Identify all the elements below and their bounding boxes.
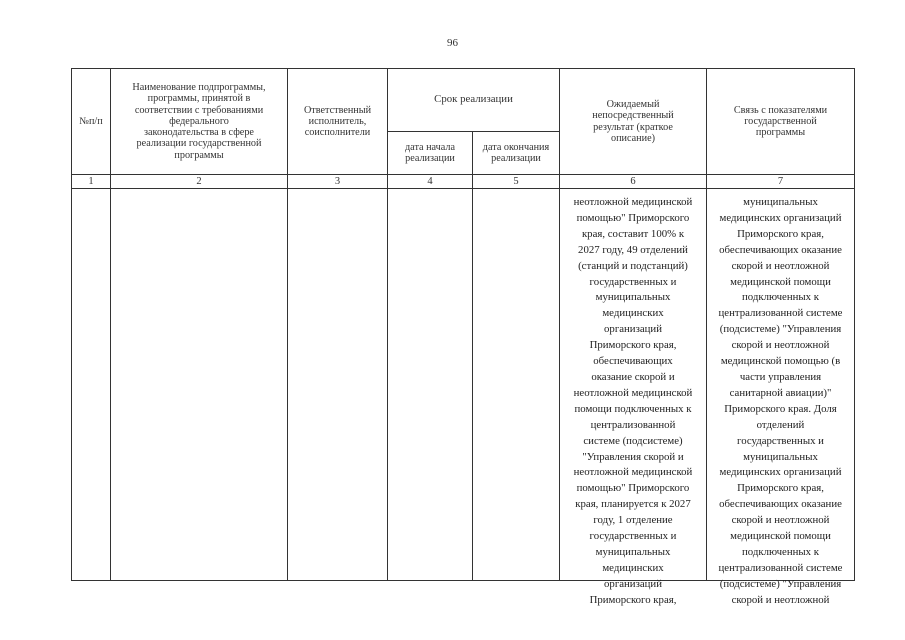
col-border-4 — [472, 131, 473, 581]
expected-result-text: неотложной медицинской помощью" Приморского края, составит 100% к 2027 году, 49 отделений (станций и подстанций) государственных и муниципальных медицинских организаций Приморского края, обеспечивающих оказание скорой и неотложной медицинской помощи подключенных к централизованной системе (подсистеме) "Управления скорой и неотложной медицинской помощью" Приморского края, планируется к 2027 году, 1 отделение государственных и муниципальных медицинских организаций Приморского края, — [573, 196, 693, 606]
column-number-5: 5 — [513, 175, 519, 187]
column-number-2: 2 — [196, 175, 202, 187]
numbers-row-bottom-border — [71, 188, 855, 189]
column-number-4: 4 — [427, 175, 433, 187]
header-col-subprogram-name: Наименование подпрограммы, программы, принятой в соответствии с требованиями федерального законодательства в сфере реализации государственной программы — [132, 82, 266, 161]
header-col-expected-result: Ожидаемый непосредственный результат (краткое описание) — [592, 99, 674, 144]
header-col-indicator-link: Связь с показателями государственной программы — [733, 104, 828, 139]
column-number-6: 6 — [630, 175, 636, 187]
column-number-1: 1 — [88, 175, 94, 187]
header-col-number: №п/п — [79, 115, 103, 127]
page-number: 96 — [447, 37, 458, 49]
header-group-implementation-period: Срок реализации — [434, 93, 513, 106]
header-col-start-date: дата начала реализации — [405, 141, 455, 164]
column-number-3: 3 — [334, 175, 341, 187]
column-number-7: 7 — [777, 175, 784, 187]
indicator-link-text: муниципальных медицинских организаций Приморского края, обеспечивающих оказание скорой и неотложной медицинской помощи подключенных к централизованной системе (подсистеме) "Управления скорой и неотложной медицинской помощью (в части управления санитарной авиации)" Приморского края. Доля отделений государственных и муниципальных медицинских организаций Приморского края, обеспечивающих оказание скорой и неотложной медицинской помощи подключенных к централизованной системе (подсистеме) "Управления скорой и неотложной — [718, 196, 843, 606]
col-border-7 — [854, 68, 855, 581]
header-col-responsible: Ответственный исполнитель, соисполнители — [303, 104, 372, 139]
header-col-end-date: дата окончания реализации — [482, 141, 550, 164]
